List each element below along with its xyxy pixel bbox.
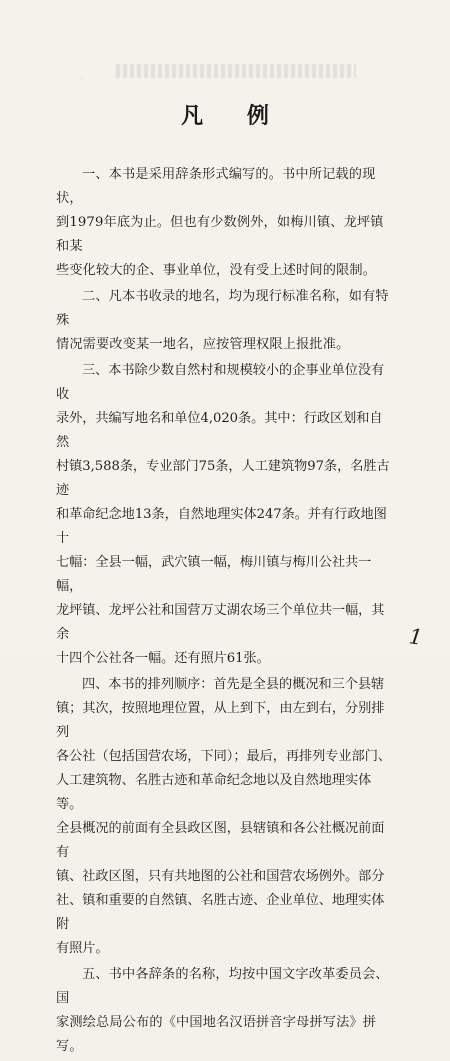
paragraph-line: 一、本书是采用辞条形式编写的。书中所记载的现状， — [56, 167, 376, 206]
paragraph-3 — [56, 359, 392, 671]
paragraph-line: 全县概况的前面有全县政区图，县辖镇和各公社概况前面有 — [56, 821, 385, 860]
paragraph-line: 七幅：全县一幅，武穴镇一幅，梅川镇与梅川公社共一幅， — [56, 555, 372, 594]
paragraph-4 — [56, 673, 392, 961]
paragraph-1 — [56, 163, 392, 283]
body-text — [56, 163, 392, 1061]
paragraph-line: 到1979年底为止。但也有少数例外，如梅川镇、龙坪镇和某 — [56, 215, 384, 254]
paragraph-line: 村镇3,588条，专业部门75条，人工建筑物97条，名胜古迹 — [56, 459, 390, 498]
page-title: 凡 例 — [181, 104, 287, 129]
paragraph-line: 三、本书除少数自然村和规模较小的企事业单位没有收 — [56, 363, 385, 402]
paragraph-line: 人工建筑物、名胜古迹和革命纪念地以及自然地理实体等。 — [56, 773, 372, 812]
page-number: 1 — [407, 624, 424, 650]
faded-show-through-text — [116, 64, 356, 78]
paragraph-line: 各公社（包括国营农场，下同）；最后，再排列专业部门、 — [56, 749, 391, 764]
paragraph-line: 和革命纪念地13条，自然地理实体247条。并有行政地图十 — [56, 507, 387, 546]
paragraph-line: 十四个公社各一幅。还有照片61张。 — [56, 651, 270, 666]
paragraph-2 — [56, 285, 392, 357]
paragraph-line: 些变化较大的企、事业单位，没有受上述时间的限制。 — [56, 263, 377, 278]
paragraph-line: 有照片。 — [56, 941, 109, 956]
paragraph-line: 龙坪镇、龙坪公社和国营万丈湖农场三个单位共一幅，其余 — [56, 603, 385, 642]
paragraph-line: 四、本书的排列顺序：首先是全县的概况和三个县辖 — [82, 677, 385, 692]
paragraph-line: 社、镇和重要的自然镇、名胜古迹、企业单位、地理实体附 — [56, 893, 385, 932]
paragraph-5 — [56, 963, 392, 1059]
paragraph-line: 镇；其次，按照地理位置，从上到下，由左到右，分别排列 — [56, 701, 385, 740]
paragraph-line: 五、书中各辞条的名称，均按中国文字改革委员会、国 — [56, 967, 389, 1006]
paragraph-line: 镇、社政区图，只有共地图的公社和国营农场例外。部分 — [56, 869, 385, 884]
paragraph-line: 情况需要改变某一地名，应按管理权限上报批准。 — [56, 337, 350, 352]
paragraph-line: 家测绘总局公布的《中国地名汉语拼音字母拼写法》拼写。 — [56, 1015, 377, 1054]
paragraph-line: 录外，共编写地名和单位4,020条。其中：行政区划和自然 — [56, 411, 383, 450]
paragraph-line: 二、凡本书收录的地名，均为现行标准名称，如有特殊 — [56, 289, 389, 328]
